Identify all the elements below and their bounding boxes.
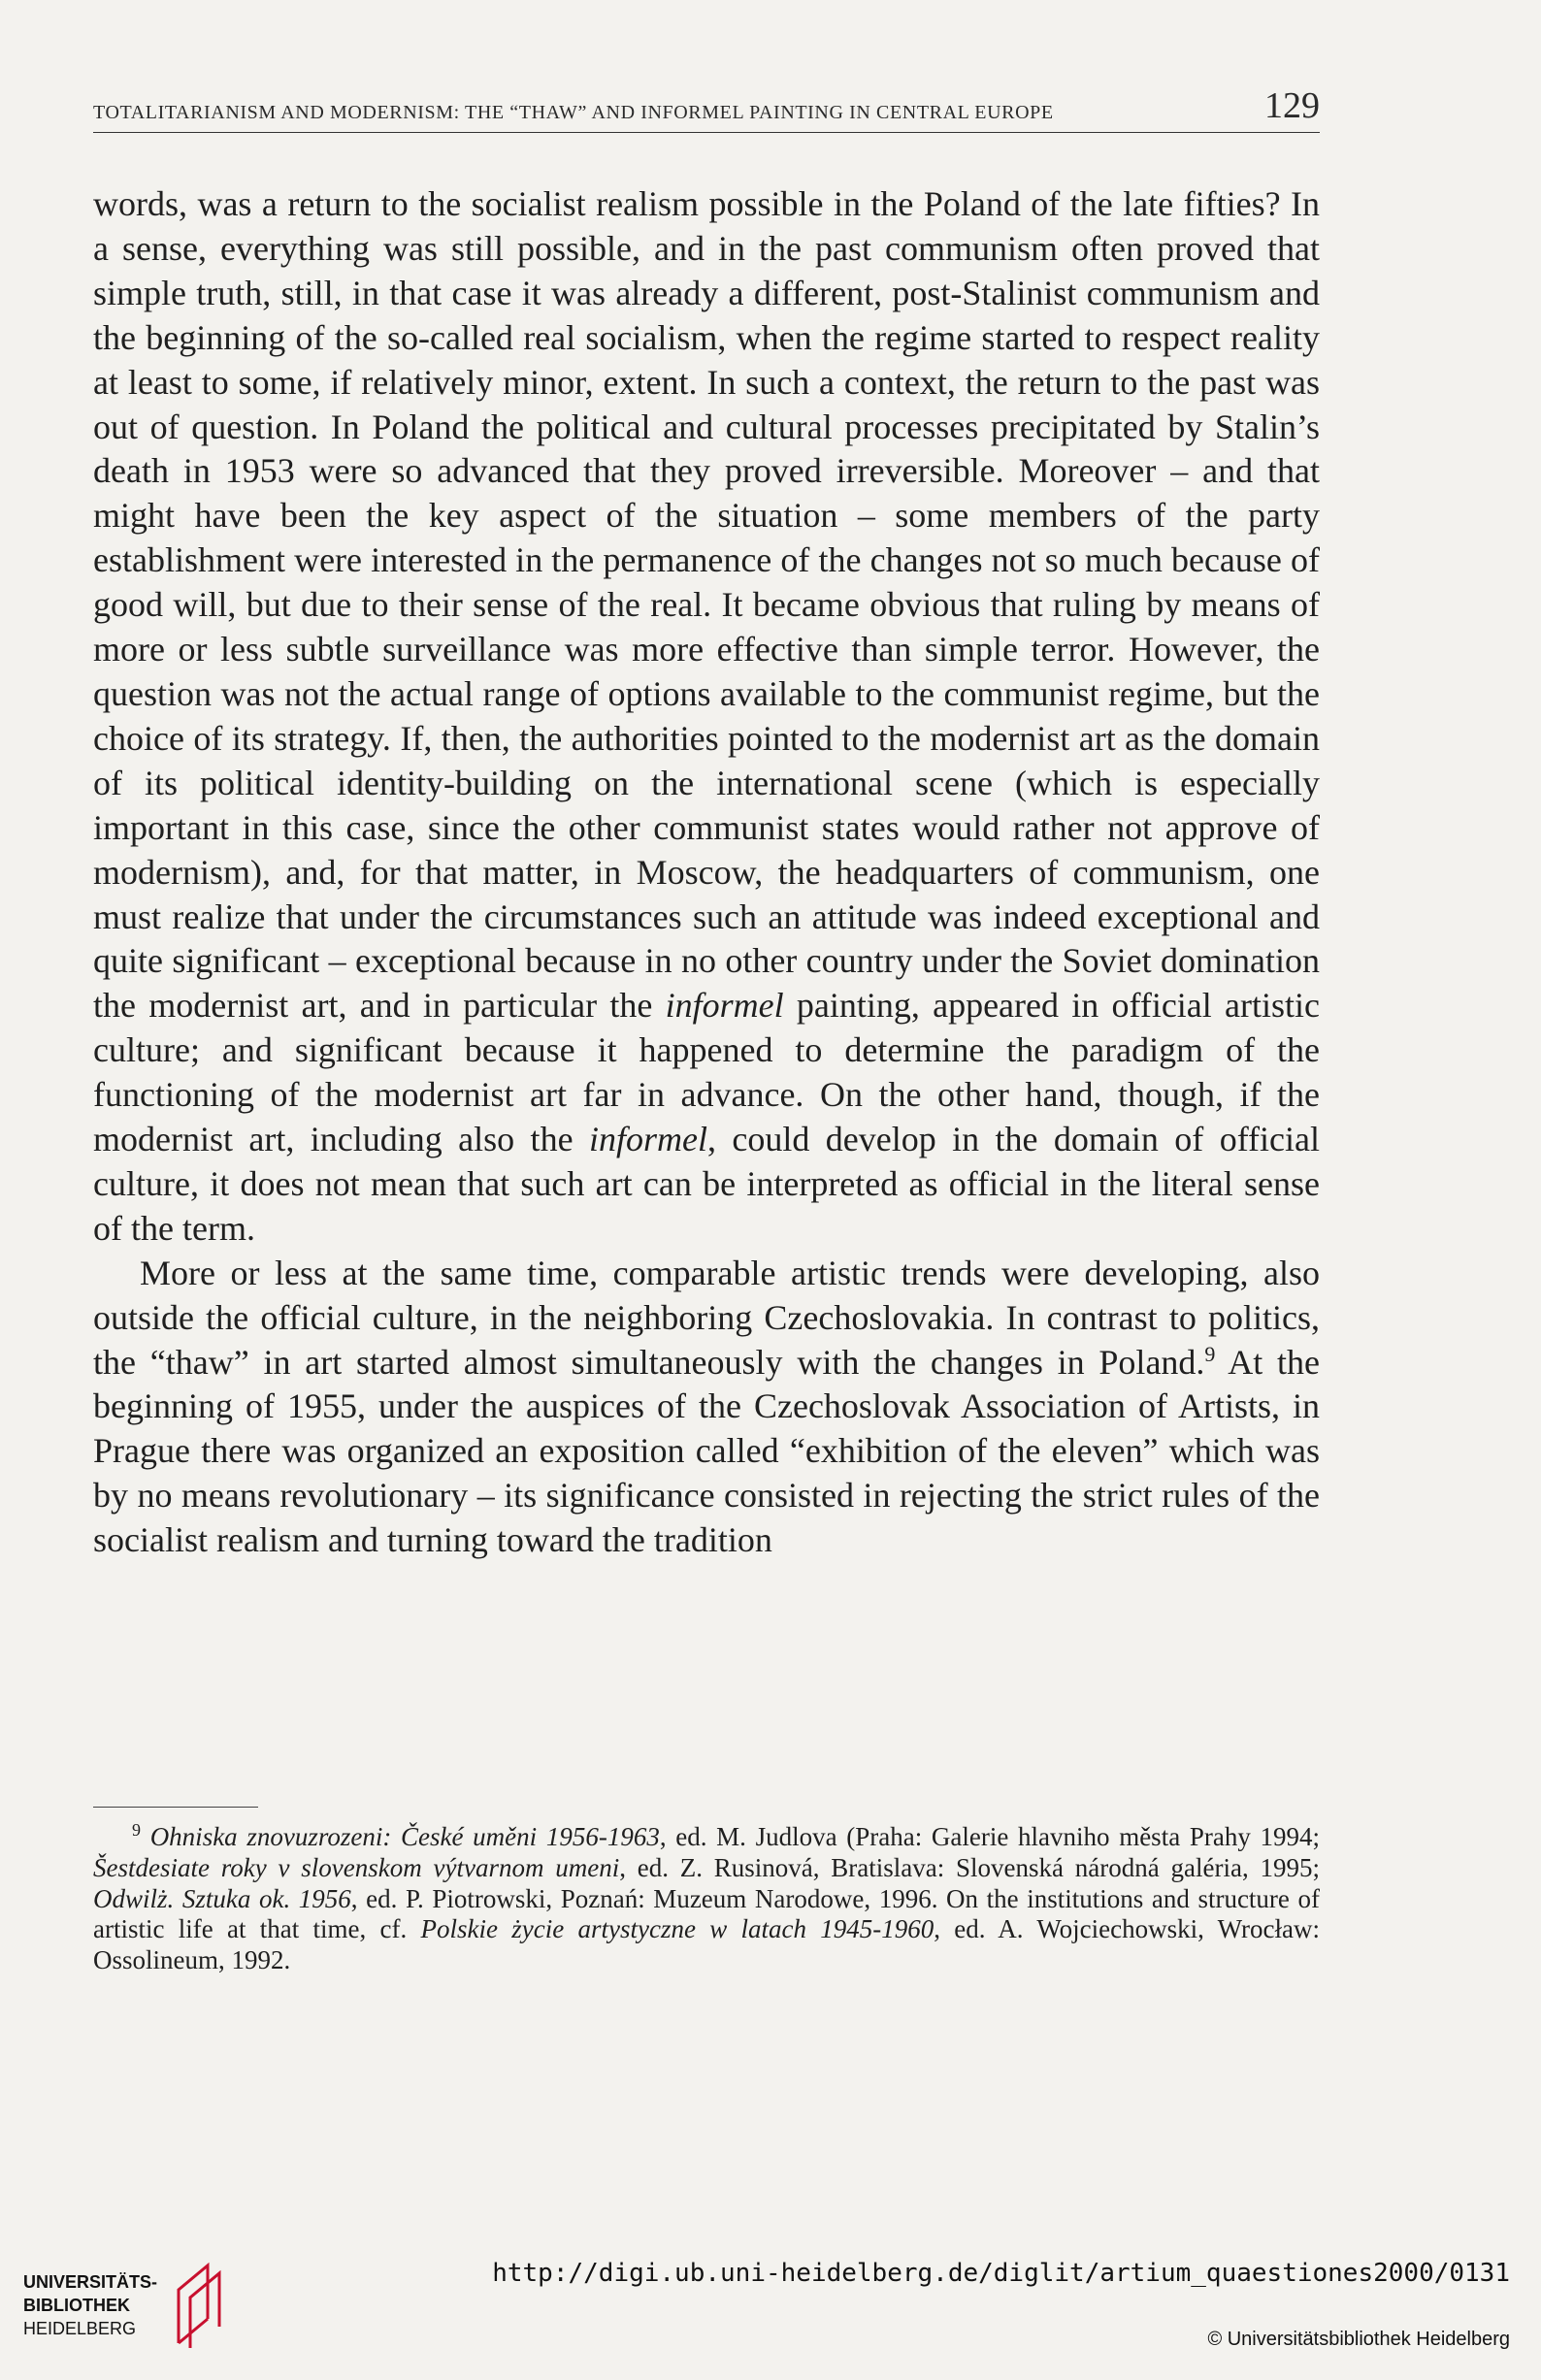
footnote-divider — [93, 1807, 258, 1808]
paragraph-2-text-b: At the beginning of 1955, under the auspices of the Czechoslovak Association of Artists, in Prague there was organized an exposition called “exhibition of the eleven” which was by no means revolutionary – its significance consisted in rejecting the strict rules of the socialist realism and turning toward the tradition — [93, 1342, 1320, 1560]
library-logo-icon — [169, 2251, 237, 2358]
library-logo — [23, 2241, 256, 2367]
footnote-text: , ed. P. Piotrowski, Poznań: Muzeum Narodowe, 1996. On the institutions and structure of artistic life at that time, cf. — [93, 1883, 1320, 1944]
footnote-9 — [93, 1822, 1320, 1976]
informel-term: informel — [588, 1120, 707, 1159]
copyright-notice: © Universitätsbibliothek Heidelberg — [1207, 2329, 1510, 2350]
informel-term: informel — [665, 986, 784, 1026]
running-header — [93, 87, 1320, 133]
footnote-text: , ed. Z. Rusinová, Bratislava: Slovenská národná galéria, 1995; — [619, 1852, 1321, 1882]
footnote-marker: 9 — [132, 1820, 141, 1840]
logo-line-1: UNIVERSITÄTS- — [23, 2272, 158, 2292]
paragraph-1 — [93, 182, 1320, 1252]
page-number: 129 — [1264, 85, 1320, 126]
paragraph-2-text-a: More or less at the same time, comparable artistic trends were developing, also outside the official culture, in the neighboring Czechoslovakia. In contrast to politics, the “thaw” in art started almost simultaneously with the changes in Poland. — [93, 1253, 1320, 1382]
footnote-text: , ed. M. Judlova (Praha: Galerie hlavniho města Prahy 1994; — [659, 1822, 1321, 1851]
source-url[interactable]: http://digi.ub.uni-heidelberg.de/diglit/artium_quaestiones2000/0131 — [492, 2259, 1510, 2288]
footnote-text: , ed. A. Wojciechowski, Wrocław: Ossolineum, 1992. — [93, 1914, 1320, 1975]
footnotes — [93, 1822, 1320, 1976]
library-logo-text — [23, 2270, 157, 2340]
running-head-title: TOTALITARIANISM AND MODERNISM: THE “THAW” AND INFORMEL PAINTING IN CENTRAL EUROPE — [93, 102, 1054, 123]
digitization-footer — [0, 2232, 1541, 2380]
main-text — [93, 182, 1320, 1563]
footnote-title: Ohniska znovuzrozeni: České uměni 1956-1963 — [149, 1822, 660, 1851]
footnote-title: Polskie życie artystyczne w latach 1945-1960 — [420, 1914, 934, 1944]
footnote-title: Šestdesiate roky v slovenskom výtvarnom umeni — [93, 1852, 620, 1882]
logo-line-2: BIBLIOTHEK — [23, 2296, 130, 2315]
paragraph-2 — [93, 1252, 1320, 1563]
footnote-title: Odwilż. Sztuka ok. 1956 — [93, 1883, 351, 1913]
footnote-reference: 9 — [1204, 1341, 1216, 1366]
paragraph-1-text-a: words, was a return to the socialist realism possible in the Poland of the late fifties? In a sense, everything was still possible, and in the past communism often proved that simple truth, still, in that case it was already a different, post-Stalinist communism and the beginning of the so-called real socialism, when the regime started to respect reality at least to some, if relatively minor, extent. In such a context, the return to the past was out of question. In Poland the political and cultural processes precipitated by Stalin’s death in 1953 were so advanced that they proved irreversible. Moreover – and that might have been the key aspect of the situation – some members of the party establishment were interested in the permanence of the changes not so much because of good will, but due to their sense of the real. It became obvious that ruling by means of more or less subtle surveillance was more effective than simple terror. However, the question was not the actual range of options available to the communist regime, but the choice of its strategy. If, then, the authorities pointed to the modernist art as the domain of its political identity-building on the international scene (which is especially important in this case, since the other communist states would rather not approve of modernism), and, for that matter, in Moscow, the headquarters of communism, one must realize that under the circumstances such an attitude was indeed exceptional and quite significant – exceptional because in no other country under the Soviet domination the modernist art, and in particular the — [93, 184, 1320, 1026]
paragraph-1-text-c: , could develop in the domain of official culture, it does not mean that such art can be interpreted as official in the literal sense of the term. — [93, 1120, 1320, 1248]
logo-line-3: HEIDELBERG — [23, 2319, 137, 2338]
paragraph-1-text-b: painting, appeared in official artistic culture; and significant because it happened to determine the paradigm of the functioning of the modernist art far in advance. On the other hand, though, if the modernist art, including also the — [93, 986, 1321, 1159]
